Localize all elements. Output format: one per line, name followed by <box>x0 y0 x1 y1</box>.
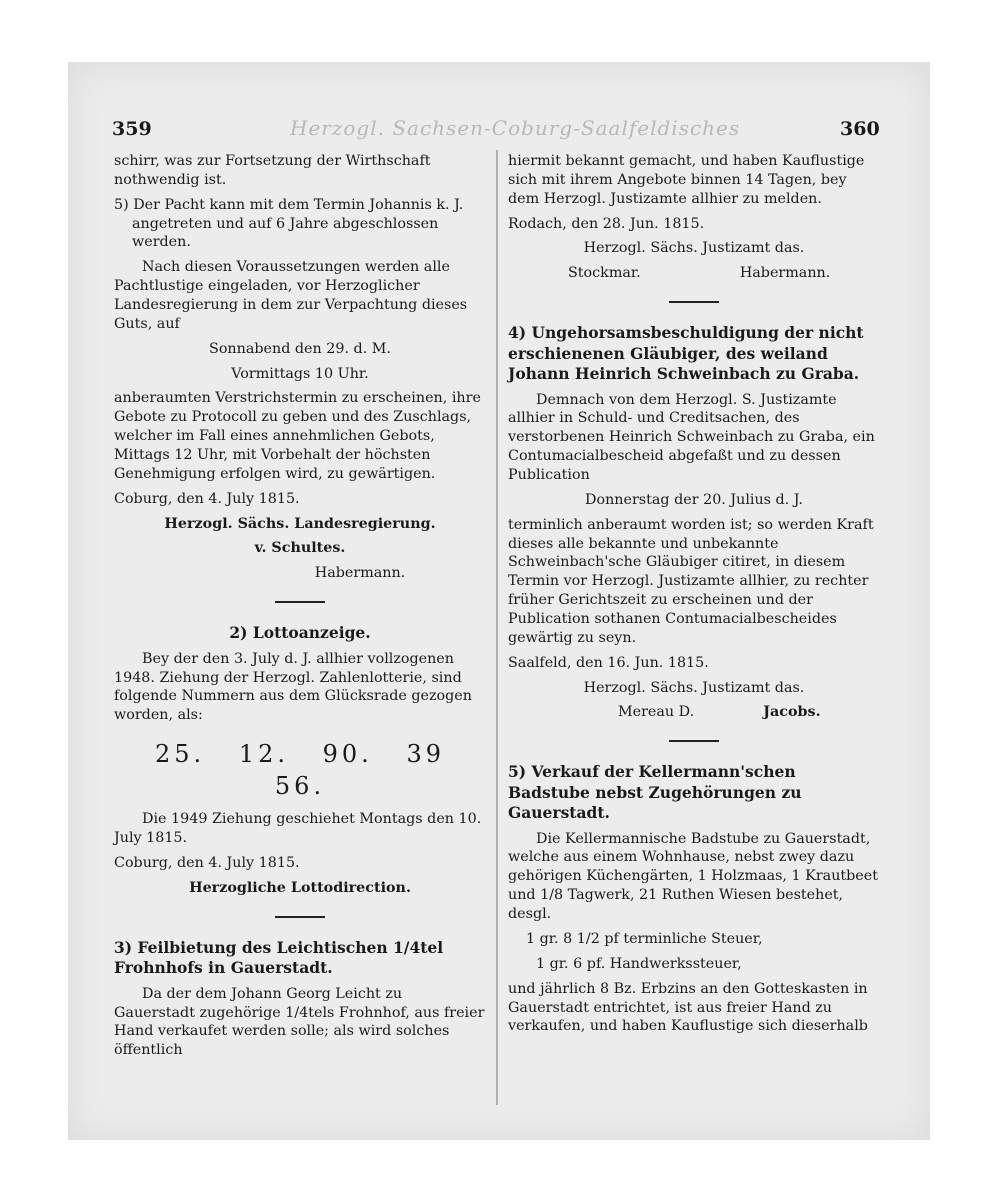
section-heading: 2) Lottoanzeige. <box>229 623 371 643</box>
signers <box>568 264 880 283</box>
paragraph: anberaumten Verstrichstermin zu erscheinen, ihre Gebote zu Protocoll zu geben und des Zuschlags, welcher im Fall eines annehmlichen Gebots, Mittags 12 Uhr, mit Vorbehalt der höchsten Genehmigung erfolgen wird, zu gewärtigen. <box>114 390 481 482</box>
paragraph: Demnach von dem Herzogl. S. Justizamte allhier in Schuld- und Creditsachen, des verstorbenen Heinrich Schweinbach zu Graba, ein Contumacialbescheid abgefaßt und zu dessen Publication <box>508 391 875 483</box>
authority: Herzogl. Sächs. Justizamt das. <box>583 679 805 696</box>
signer: Habermann. <box>739 265 831 282</box>
paragraph: Die 1949 Ziehung geschiehet Montags den 10. July 1815. <box>114 811 482 847</box>
place-date: Coburg, den 4. July 1815. <box>114 855 300 872</box>
paragraph: 5) Der Pacht kann mit dem Termin Johannis k. J. angetreten und auf 6 Jahre abgeschlossen werden. <box>114 196 464 251</box>
running-head: Herzogl. Sachsen-Coburg-Saalfeldisches <box>290 116 741 140</box>
signer: Mereau D. <box>618 704 695 721</box>
date-line: Sonnabend den 29. d. M. <box>209 340 391 357</box>
section-heading: 4) Ungehorsamsbeschuldigung der nicht erschienenen Gläubiger, des weiland Johann Heinrich Schweinbach zu Graba. <box>508 323 864 384</box>
right-column <box>508 152 880 1042</box>
section-rule <box>669 301 719 303</box>
left-page-number: 359 <box>112 118 152 140</box>
authority: Herzogliche Lottodirection. <box>189 880 411 896</box>
signers <box>618 703 880 722</box>
place-date: Coburg, den 4. July 1815. <box>114 490 300 507</box>
section-heading: 5) Verkauf der Kellermann'schen Badstube nebst Zugehörungen zu Gauerstadt. <box>508 762 802 823</box>
paragraph: terminlich anberaumt worden ist; so werden Kraft dieses alle bekannte und unbekannte Schweinbach'sche Gläubiger citiret, in diesem Termin vor Herzogl. Justizamte allhier, zu rechter früher Gerichtszeit zu erscheinen und der Publication sothanen Contumacialbescheides gewärtig zu seyn. <box>508 516 874 646</box>
column-divider <box>496 150 498 1105</box>
place-date: Rodach, den 28. Jun. 1815. <box>508 215 705 232</box>
lottery-numbers <box>114 739 486 802</box>
tax-line: 1 gr. 6 pf. Handwerkssteuer, <box>536 955 742 972</box>
date-line: Donnerstag der 20. Julius d. J. <box>585 491 803 508</box>
paragraph: Da der dem Johann Georg Leicht zu Gauerstadt zugehörige 1/4tels Frohnhof, aus freier Hand verkaufet werden solle; als wird solches öffentlich <box>114 985 485 1059</box>
section-heading: 3) Feilbietung des Leichtischen 1/4tel Frohnhofs in Gauerstadt. <box>114 937 444 978</box>
lottery-number: 12. <box>238 740 289 769</box>
paragraph: schirr, was zur Fortsetzung der Wirthschaft nothwendig ist. <box>114 153 431 188</box>
lottery-number: 90. <box>322 740 373 769</box>
lottery-number: 56. <box>274 771 326 800</box>
tax-line: 1 gr. 8 1/2 pf terminliche Steuer, <box>526 930 763 947</box>
right-page-number: 360 <box>840 118 880 140</box>
time-line: Vormittags 10 Uhr. <box>231 365 369 382</box>
section-rule <box>275 601 325 603</box>
section-rule <box>669 740 719 742</box>
paragraph: Die Kellermannische Badstube zu Gauerstadt, welche aus einem Wohnhause, nebst zwey dazu gehörigen Küchengärten, 1 Holzmaas, 1 Krautbeet und 1/8 Tagwerk, 21 Ruthen Wiesen bestehet, desgl. <box>508 830 878 923</box>
left-column <box>114 152 486 1066</box>
signer: Habermann. <box>314 565 406 582</box>
authority: Herzogl. Sächs. Justizamt das. <box>583 240 805 257</box>
lottery-number: 25. <box>155 740 206 769</box>
signer: Jacobs. <box>763 704 821 721</box>
signer: v. Schultes. <box>254 540 346 557</box>
paragraph: Bey der den 3. July d. J. allhier vollzogenen 1948. Ziehung der Herzogl. Zahlenlotterie, sind folgende Nummern aus dem Glücksrade gezogen worden, als: <box>114 650 472 724</box>
authority: Herzogl. Sächs. Landesregierung. <box>164 515 436 532</box>
place-date: Saalfeld, den 16. Jun. 1815. <box>508 654 709 671</box>
section-rule <box>275 916 325 918</box>
paragraph: hiermit bekannt gemacht, und haben Kauflustige sich mit ihrem Angebote binnen 14 Tagen, bey dem Herzogl. Justizamte allhier zu melden. <box>508 153 865 207</box>
lottery-number: 39 <box>406 740 445 769</box>
signer: Stockmar. <box>568 265 641 282</box>
paragraph: und jährlich 8 Bz. Erbzins an den Gotteskasten in Gauerstadt entrichtet, ist aus freier Hand zu verkaufen, und haben Kauflustige sich dieserhalb <box>508 980 868 1035</box>
paragraph: Nach diesen Voraussetzungen werden alle Pachtlustige eingeladen, vor Herzoglicher Landesregierung in dem zur Verpachtung dieses Guts, auf <box>114 259 468 332</box>
